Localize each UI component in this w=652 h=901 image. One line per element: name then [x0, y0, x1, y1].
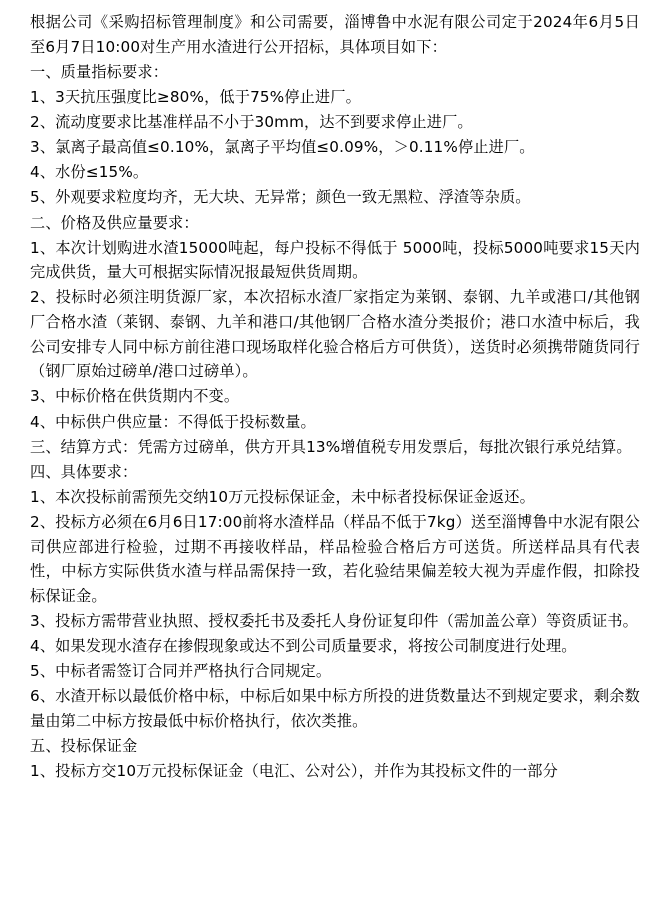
- paragraph: 5、外观要求粒度均齐，无大块、无异常；颜色一致无黑粒、浮渣等杂质。: [30, 188, 531, 207]
- paragraph: 1、本次投标前需预先交纳10万元投标保证金，未中标者投标保证金返还。: [30, 487, 535, 506]
- paragraph: 三、结算方式：凭需方过磅单，供方开具13%增值税专用发票后，每批次银行承兑结算。: [30, 437, 632, 456]
- paragraph: 4、水份≤15%。: [30, 163, 149, 182]
- paragraph: 4、如果发现水渣存在掺假现象或达不到公司质量要求，将按公司制度进行处理。: [30, 637, 577, 656]
- paragraph: 2、投标方必须在6月6日17:00前将水渣样品（样品不低于7kg）送至淄博鲁中水泥有限公司供应部进行检验，过期不再接收样品，样品检验合格后方可送货。所送样品具有代表性，中标方实际供货水渣与样品需保持一致，若化验结果偏差较大视为弄虚作假，扣除投标保证金。: [30, 513, 640, 605]
- paragraph: 二、价格及供应量要求：: [30, 213, 199, 232]
- paragraph: 6、水渣开标以最低价格中标，中标后如果中标方所投的进货数量达不到规定要求，剩余数量由第二中标方按最低中标价格执行，依次类推。: [30, 687, 640, 730]
- paragraph: 五、投标保证金: [30, 737, 138, 756]
- paragraph: 3、投标方需带营业执照、授权委托书及委托人身份证复印件（需加盖公章）等资质证书。: [30, 612, 638, 630]
- paragraph: 3、中标价格在供货期内不变。: [30, 387, 240, 406]
- paragraph: 1、本次计划购进水渣15000吨起，每户投标不得低于 5000吨，投标5000吨要求15天内完成供货，量大可根据实际情况报最短供货周期。: [30, 238, 640, 282]
- paragraph: 2、投标时必须注明货源厂家，本次招标水渣厂家指定为莱钢、泰钢、九羊或港口/其他钢厂合格水渣（莱钢、泰钢、九羊和港口/其他钢厂合格水渣分类报价；港口水渣中标后，我公司安排专人同中标方前往港口现场取样化验合格后方可供货），送货时必须携带随货同行（钢厂原始过磅单/港口过磅单）。: [30, 288, 640, 381]
- paragraph: 四、具体要求：: [30, 462, 138, 481]
- paragraph: 1、投标方交10万元投标保证金（电汇、公对公），并作为其投标文件的一部分: [30, 762, 558, 781]
- paragraph: 1、3天抗压强度比≥80%，低于75%停止进厂。: [30, 87, 361, 106]
- paragraph: 4、中标供户供应量：不得低于投标数量。: [30, 412, 316, 431]
- paragraph: 根据公司《采购招标管理制度》和公司需要，淄博鲁中水泥有限公司定于2024年6月5日至6月7日10:00对生产用水渣进行公开招标，具体项目如下：: [30, 13, 640, 56]
- paragraph: 2、流动度要求比基准样品不小于30mm，达不到要求停止进厂。: [30, 113, 473, 131]
- paragraph: 5、中标者需签订合同并严格执行合同规定。: [30, 662, 332, 681]
- paragraph: 一、质量指标要求：: [30, 62, 169, 81]
- paragraph: 3、氯离子最高值≤0.10%，氯离子平均值≤0.09%，＞0.11%停止进厂。: [30, 138, 535, 157]
